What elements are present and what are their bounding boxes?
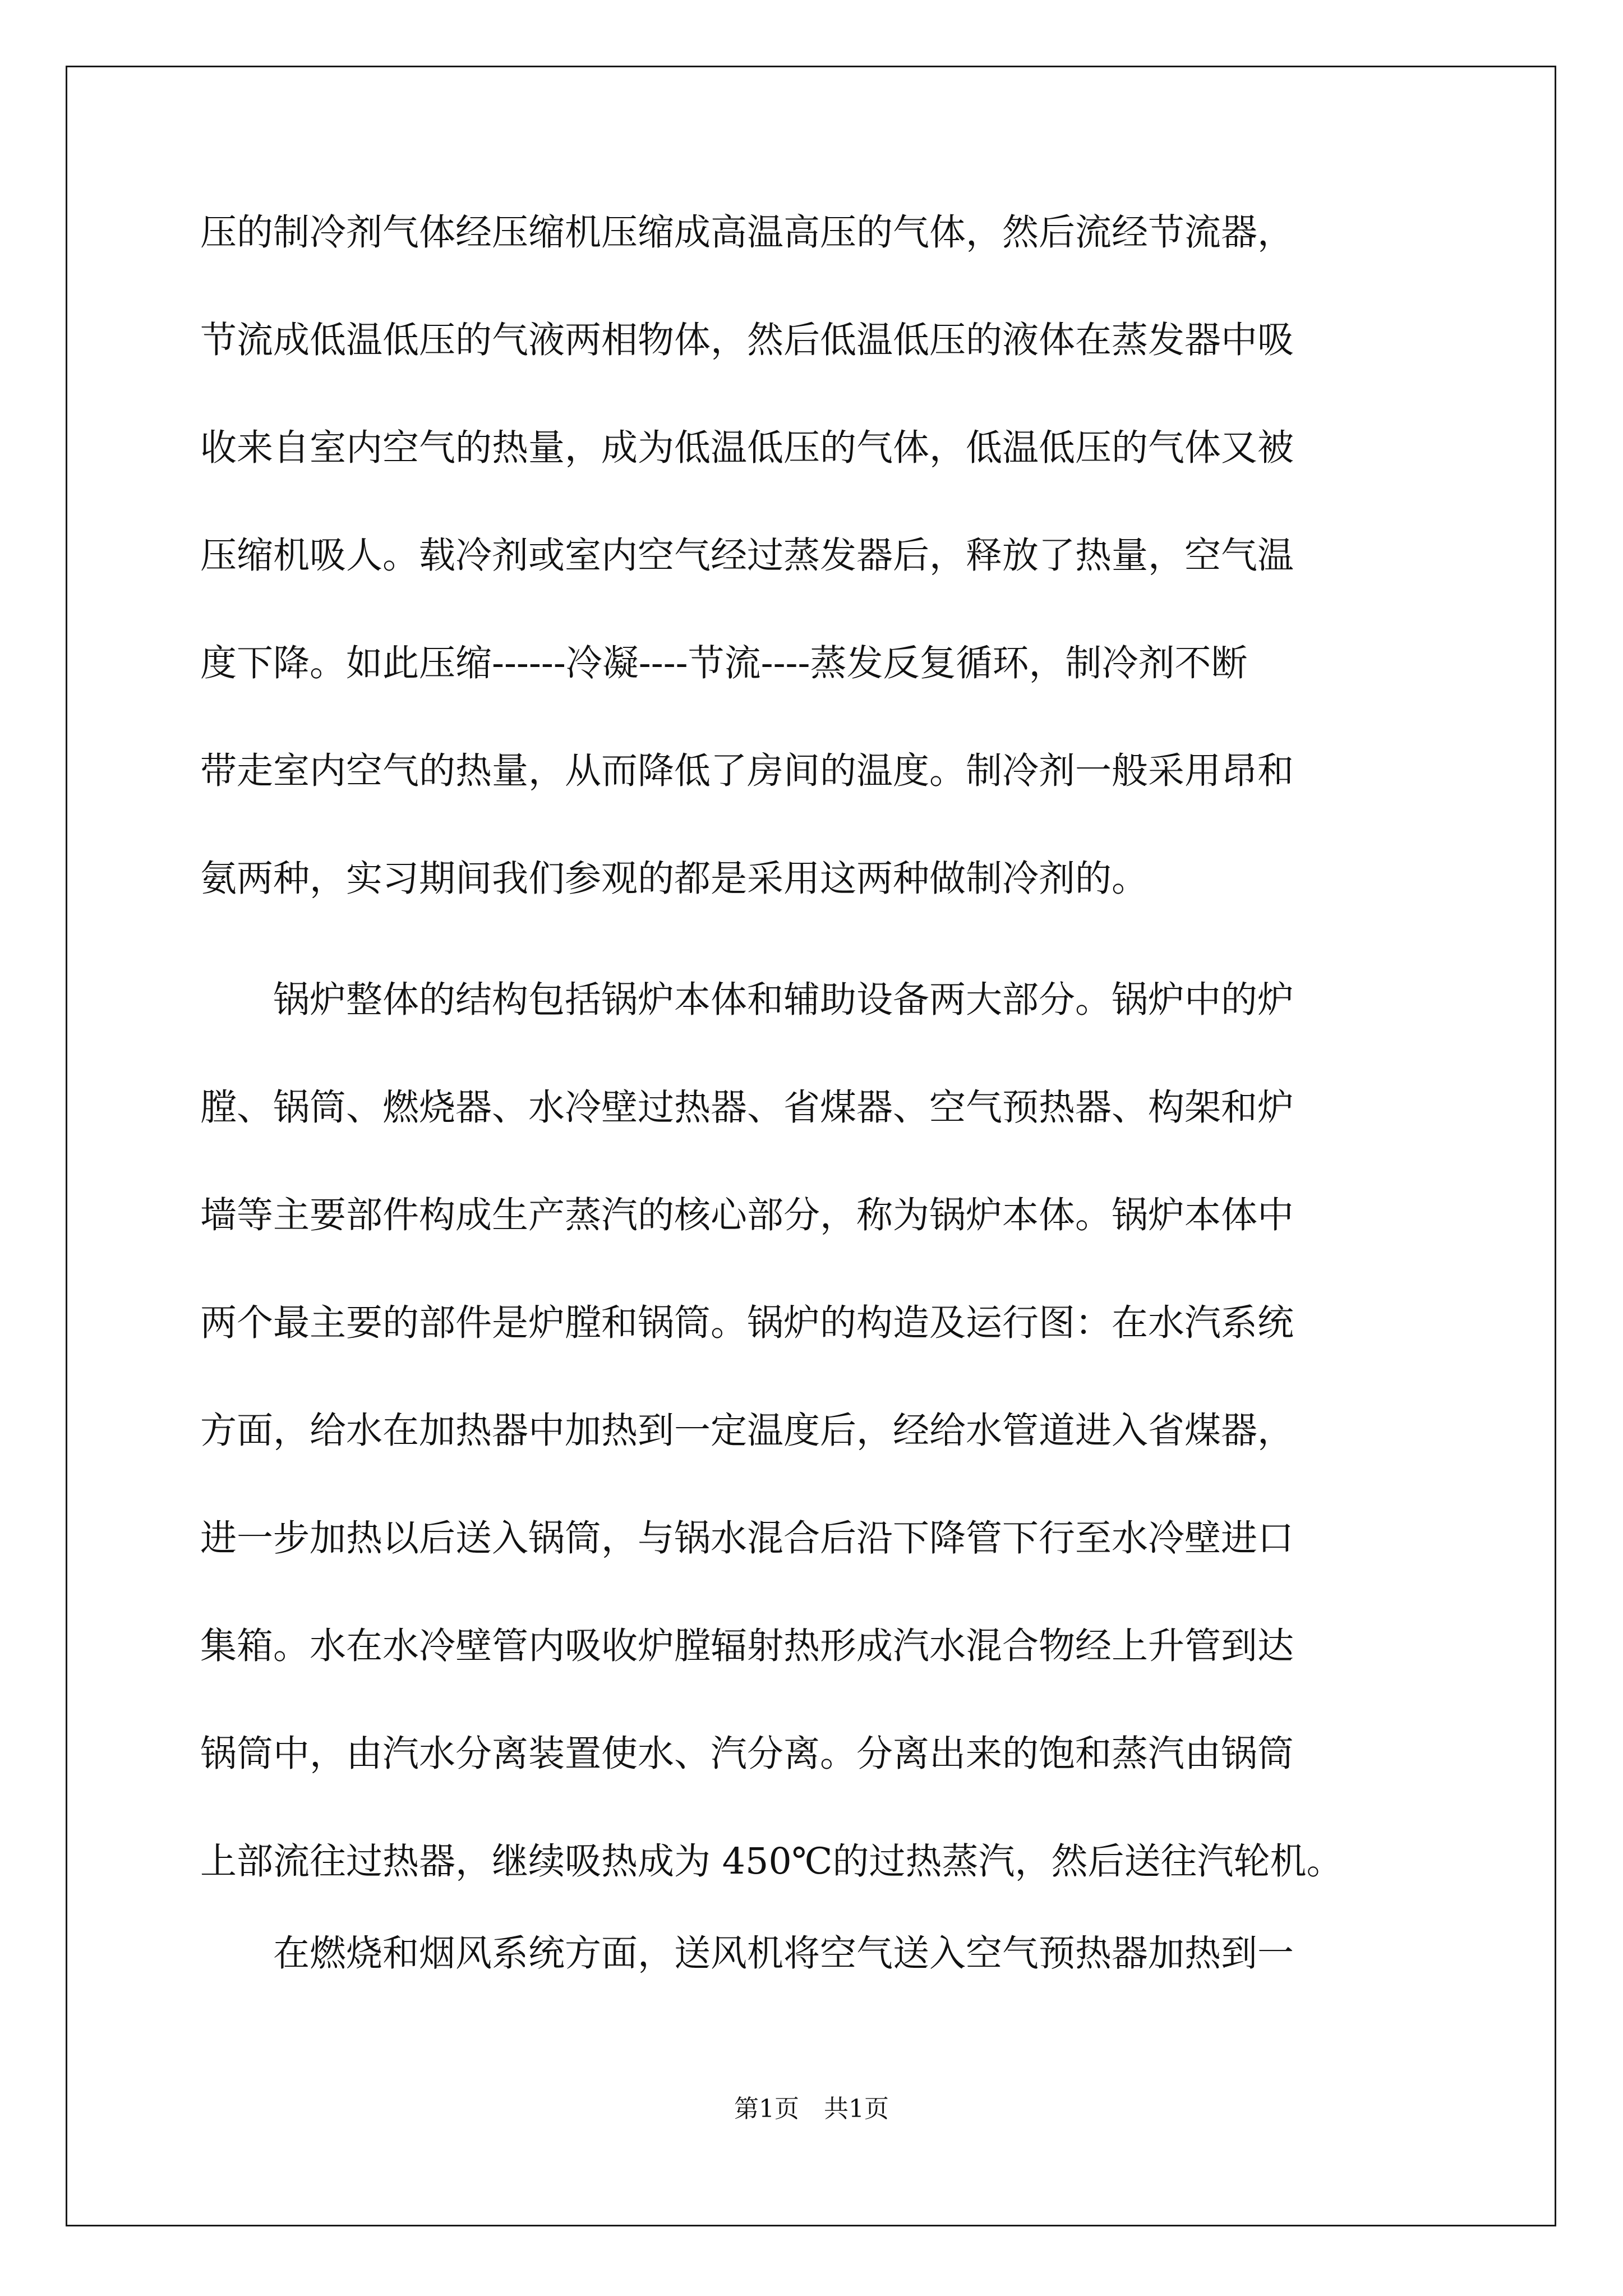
text-line: 压缩机吸人。载冷剂或室内空气经过蒸发器后，释放了热量，空气温 <box>200 535 1294 577</box>
text-line: 节流成低温低压的气液两相物体，然后低温低压的液体在蒸发器中吸 <box>200 319 1294 361</box>
page-number: 第1页 共1页 <box>734 2095 889 2123</box>
paragraph-start: 在燃烧和烟风系统方面，送风机将空气送入空气预热器加热到一 <box>200 1932 1294 1975</box>
text-line: 两个最主要的部件是炉膛和锅筒。锅炉的构造及运行图：在水汽系统 <box>200 1302 1294 1344</box>
text-line: 度下降。如此压缩------冷凝----节流----蒸发反复循环，制冷剂不断 <box>200 642 1248 684</box>
page-border <box>66 66 1556 2226</box>
text-line: 收来自室内空气的热量，成为低温低压的气体，低温低压的气体又被 <box>200 427 1294 469</box>
text-line: 压的制冷剂气体经压缩机压缩成高温高压的气体，然后流经节流器， <box>200 211 1294 254</box>
text-line: 方面，给水在加热器中加热到一定温度后，经给水管道进入省煤器， <box>200 1410 1294 1452</box>
text-line: 膛、锅筒、燃烧器、水冷壁过热器、省煤器、空气预热器、构架和炉 <box>200 1087 1294 1129</box>
text-line: 进一步加热以后送入锅筒，与锅水混合后沿下降管下行至水冷壁进口 <box>200 1517 1294 1559</box>
text-line: 集箱。水在水冷壁管内吸收炉膛辐射热形成汽水混合物经上升管到达 <box>200 1625 1294 1667</box>
paragraph-start: 锅炉整体的结构包括锅炉本体和辅助设备两大部分。锅炉中的炉 <box>200 979 1294 1021</box>
text-line: 墙等主要部件构成生产蒸汽的核心部分，称为锅炉本体。锅炉本体中 <box>200 1194 1294 1236</box>
text-line: 锅筒中，由汽水分离装置使水、汽分离。分离出来的饱和蒸汽由锅筒 <box>200 1733 1294 1775</box>
text-line: 带走室内空气的热量，从而降低了房间的温度。制冷剂一般采用昂和 <box>200 750 1294 792</box>
text-line: 上部流往过热器，继续吸热成为 450℃的过热蒸汽，然后送往汽轮机。 <box>200 1841 1343 1883</box>
text-line: 氨两种，实习期间我们参观的都是采用这两种做制冷剂的。 <box>200 858 1149 900</box>
